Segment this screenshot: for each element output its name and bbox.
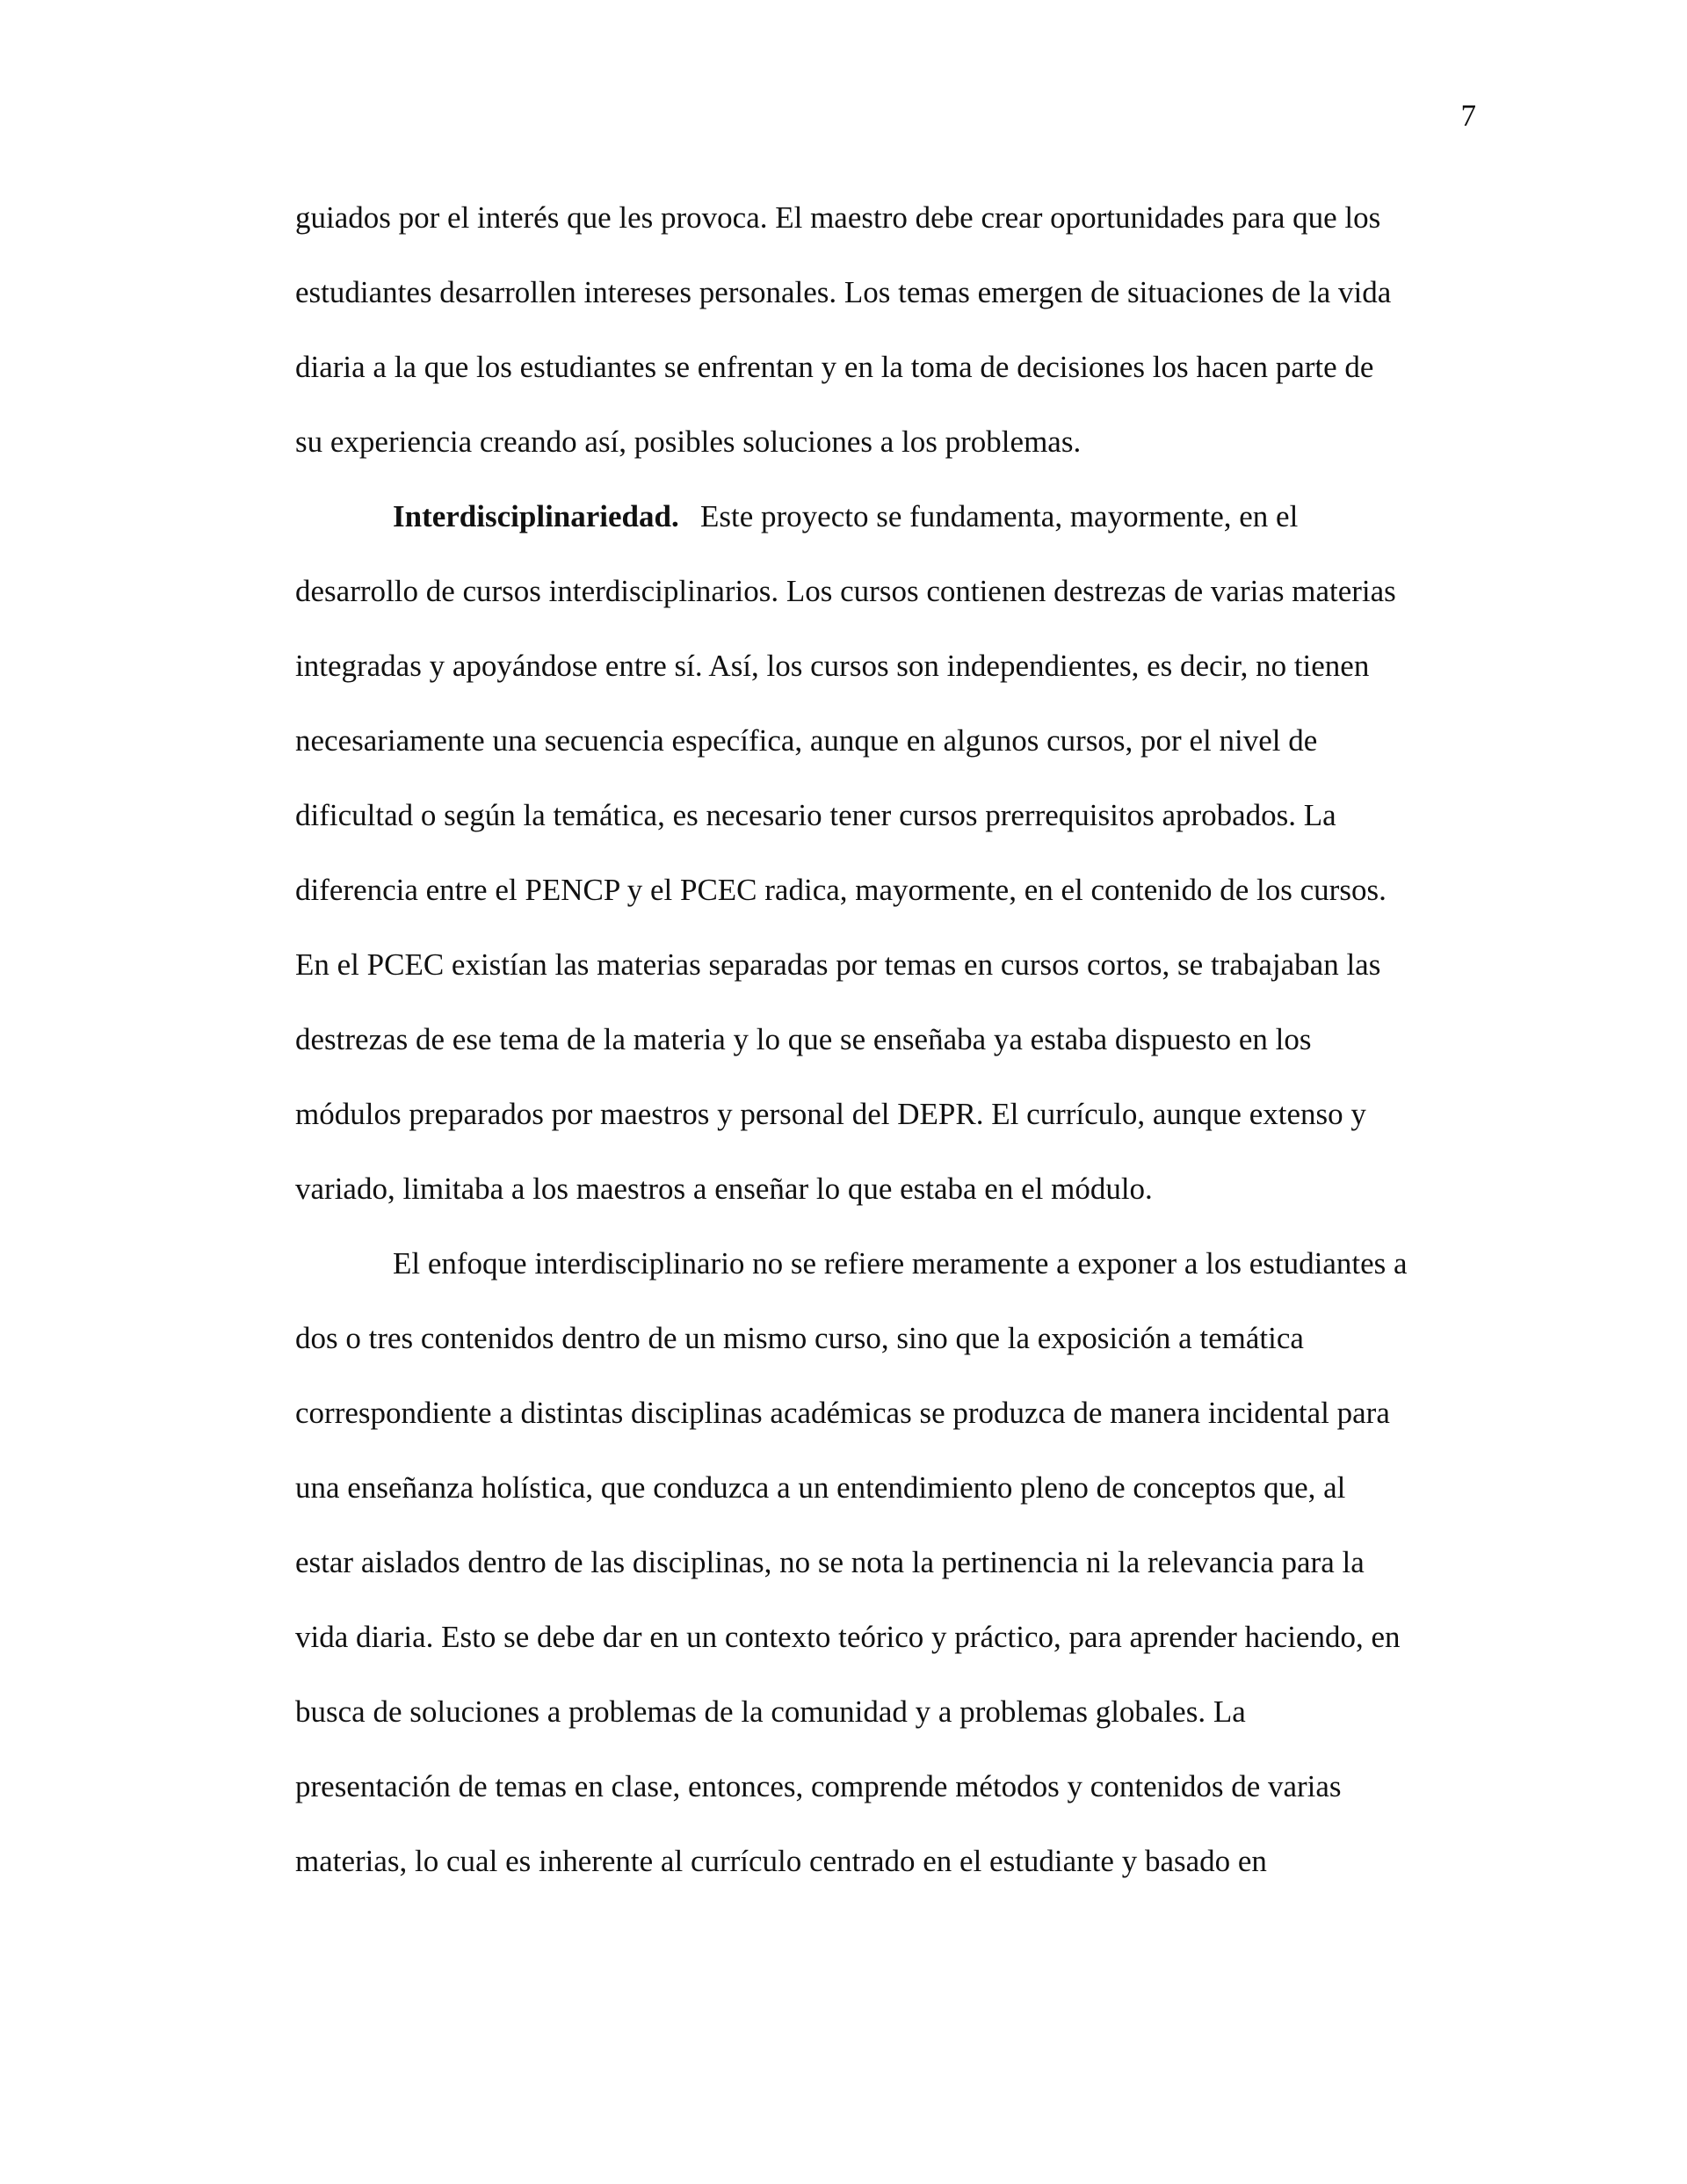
text-line-content: diaria a la que los estudiantes se enfrentan y en la toma de decisiones los hacen parte de <box>295 350 1374 384</box>
text-line-content: Este proyecto se fundamenta, mayormente, en el <box>700 499 1299 533</box>
text-line <box>0 1462 1687 1514</box>
text-line-content: variado, limitaba a los maestros a enseñar lo que estaba en el módulo. <box>295 1172 1153 1206</box>
text-line-content: integradas y apoyándose entre sí. Así, los cursos son independientes, es decir, no tienen <box>295 649 1370 683</box>
text-line-content: En el PCEC existían las materias separadas por temas en cursos cortos, se trabajaban las <box>295 947 1381 982</box>
text-line <box>0 864 1687 917</box>
section-heading-line <box>0 490 1687 543</box>
text-line <box>0 1536 1687 1589</box>
text-line <box>0 939 1687 991</box>
text-line-content: destrezas de ese tema de la materia y lo que se enseñaba ya estaba dispuesto en los <box>295 1022 1312 1056</box>
text-line-content: desarrollo de cursos interdisciplinarios. Los cursos contienen destrezas de varias materias <box>295 574 1396 608</box>
text-line <box>0 1013 1687 1066</box>
text-line-content: presentación de temas en clase, entonces, comprende métodos y contenidos de varias <box>295 1769 1342 1803</box>
text-line-content: El enfoque interdisciplinario no se refiere meramente a exponer a los estudiantes a <box>393 1246 1408 1281</box>
text-line-content: busca de soluciones a problemas de la comunidad y a problemas globales. La <box>295 1694 1246 1729</box>
text-line-content: diferencia entre el PENCP y el PCEC radica, mayormente, en el contenido de los cursos. <box>295 873 1387 907</box>
text-line-content: necesariamente una secuencia específica, aunque en algunos cursos, por el nivel de <box>295 723 1318 758</box>
text-line-content: correspondiente a distintas disciplinas académicas se produzca de manera incidental para <box>295 1396 1390 1430</box>
text-line <box>0 1387 1687 1440</box>
text-line <box>0 341 1687 394</box>
text-line-content: su experiencia creando así, posibles soluciones a los problemas. <box>295 424 1082 459</box>
text-line <box>0 1312 1687 1365</box>
text-line <box>0 416 1687 468</box>
text-line-content: una enseñanza holística, que conduzca a un entendimiento pleno de conceptos que, al <box>295 1470 1346 1505</box>
text-line <box>0 266 1687 319</box>
text-line <box>0 1611 1687 1664</box>
text-line-content: dificultad o según la temática, es necesario tener cursos prerrequisitos aprobados. La <box>295 798 1336 832</box>
text-line-content: materias, lo cual es inherente al currículo centrado en el estudiante y basado en <box>295 1844 1267 1878</box>
text-line <box>0 640 1687 693</box>
text-line-content: módulos preparados por maestros y personal del DEPR. El currículo, aunque extenso y <box>295 1097 1366 1131</box>
text-line-content: guiados por el interés que les provoca. El maestro debe crear oportunidades para que los <box>295 200 1381 235</box>
text-line <box>0 192 1687 244</box>
text-line <box>0 715 1687 767</box>
text-line <box>0 1237 1687 1290</box>
text-line <box>0 1163 1687 1215</box>
text-line <box>0 565 1687 618</box>
section-heading: Interdisciplinariedad. <box>393 499 679 533</box>
page-number: 7 <box>1460 98 1476 133</box>
text-line <box>0 789 1687 842</box>
text-line <box>0 1760 1687 1813</box>
text-line <box>0 1686 1687 1738</box>
text-line-content: dos o tres contenidos dentro de un mismo curso, sino que la exposición a temática <box>295 1321 1304 1355</box>
text-line-content: vida diaria. Esto se debe dar en un contexto teórico y práctico, para aprender haciendo, en <box>295 1620 1401 1654</box>
text-line <box>0 1088 1687 1141</box>
text-line-content: estudiantes desarrollen intereses personales. Los temas emergen de situaciones de la vida <box>295 275 1392 309</box>
text-line <box>0 1835 1687 1888</box>
text-line-content: estar aislados dentro de las disciplinas, no se nota la pertinencia ni la relevancia para la <box>295 1545 1365 1579</box>
